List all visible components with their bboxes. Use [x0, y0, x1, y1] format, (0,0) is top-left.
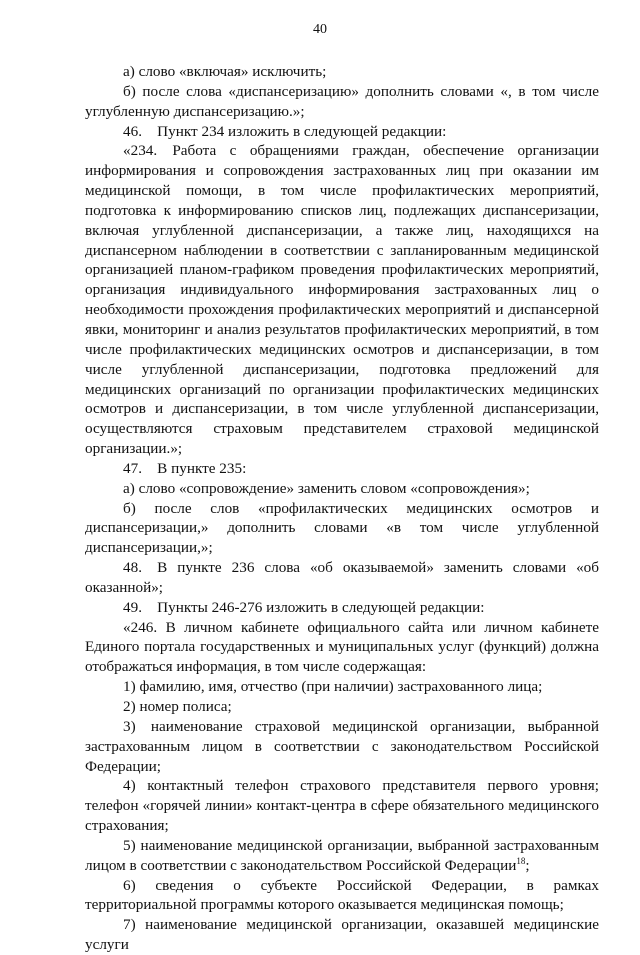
footnote-ref: 18	[516, 855, 526, 866]
paragraph: «246. В личном кабинете официального сайта или личном кабинете Единого портала государственных и муниципальных услуг (функций) должна отображаться информация, в том числе содержащая:	[85, 618, 599, 676]
paragraph: 6) сведения о субъекте Российской Федерации, в рамках территориальной программы которого оказывается медицинская помощь;	[85, 876, 599, 914]
page-number: 40	[313, 22, 327, 37]
paragraph: 4) контактный телефон страхового представителя первого уровня; телефон «горячей линии» контакт-центра в сфере обязательного медицинского страхования;	[85, 777, 599, 835]
paragraph: 2) номер полиса;	[123, 698, 232, 715]
document-body	[85, 62, 599, 955]
paragraph: «234. Работа с обращениями граждан, обеспечение организации информирования и сопровождения застрахованных лиц при оказании им медицинской помощи, в том числе профилактических мероприятий, подготовка к информированию списков лиц, подлежащих диспансеризации, включая углубленной диспансеризации, а также лиц, находящихся на диспансерном наблюдении в соответствии с запланированным медицинской организацией планом-графиком проведения профилактических мероприятий, организация индивидуального информирования застрахованных лиц о необходимости прохождения профилактических мероприятий и диспансерной явки, мониторинг и анализ результатов профилактических мероприятий, в том числе профилактических медицинских осмотров и диспансеризации, в том числе углубленной диспансеризации, подготовка предложений для медицинских организаций по организации профилактических медицинских осмотров и диспансеризации, в том числе углубленной диспансеризации, осуществляются страховым представителем страховой медицинской организации.»;	[85, 142, 599, 458]
paragraph: б) после слова «диспансеризацию» дополнить словами «, в том числе углубленную диспансеризацию.»;	[85, 82, 599, 120]
paragraph-text: 5) наименование медицинской организации, выбранной застрахованным лицом в соответствии с законодательством Российской Федерации	[85, 836, 599, 874]
paragraph: 3) наименование страховой медицинской организации, выбранной застрахованным лицом в соответствии с законодательством Российской Федерации;	[85, 717, 599, 775]
paragraph: 1) фамилию, имя, отчество (при наличии) застрахованного лица;	[123, 678, 543, 696]
paragraph: 49. Пункты 246-276 изложить в следующей редакции:	[123, 598, 485, 616]
paragraph: 47. В пункте 235:	[123, 459, 247, 477]
paragraph: а) слово «включая» исключить;	[123, 63, 327, 80]
paragraph-tail: ;	[525, 856, 530, 874]
paragraph: 7) наименование медицинской организации, оказавшей медицинские услуги	[85, 916, 599, 954]
paragraph: а) слово «сопровождение» заменить словом «сопровождения»;	[123, 479, 530, 497]
paragraph: б) после слов «профилактических медицинских осмотров и диспансеризации,» дополнить словами «в том числе углубленной диспансеризации,»;	[85, 499, 599, 557]
paragraph	[85, 836, 599, 876]
paragraph: 48. В пункте 236 слова «об оказываемой» заменить словами «об оказанной»;	[85, 559, 599, 596]
paragraph: 46. Пункт 234 изложить в следующей редакции:	[123, 122, 447, 140]
